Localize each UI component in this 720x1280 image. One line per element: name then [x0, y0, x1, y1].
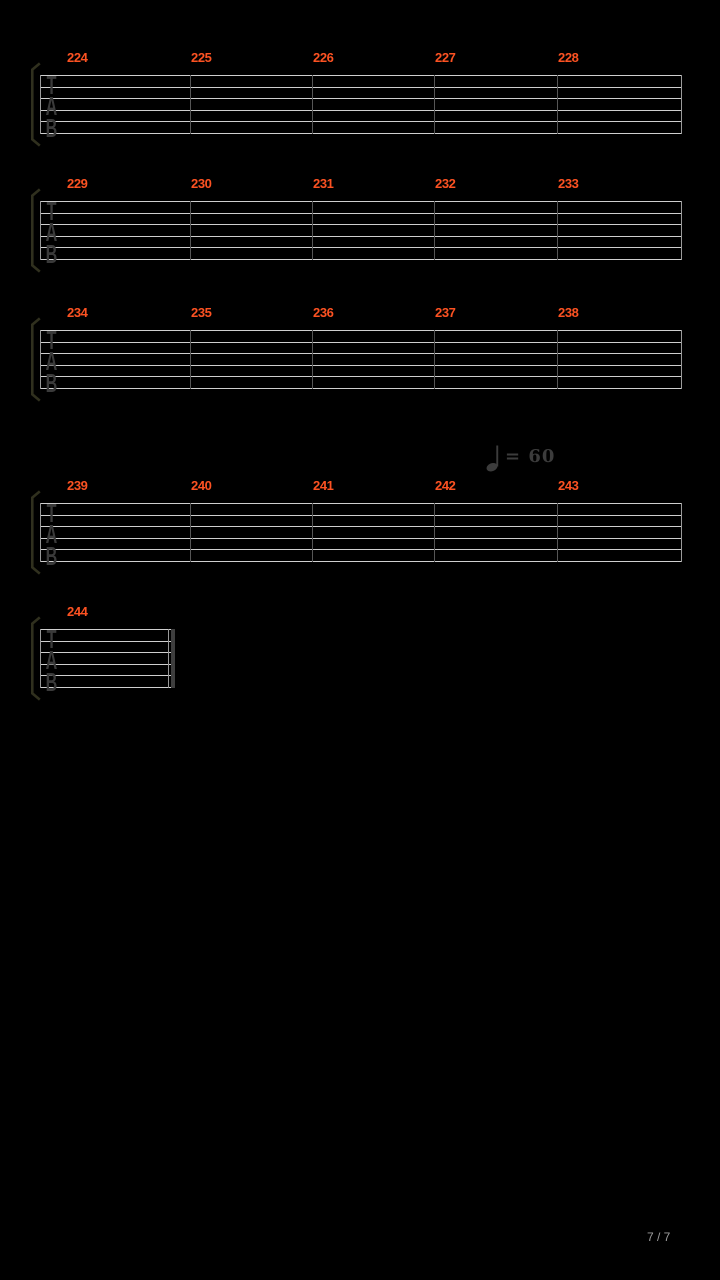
clef-letter: B	[45, 112, 58, 143]
measure-244[interactable]	[40, 606, 168, 688]
measure-number: 241	[313, 478, 334, 493]
measure-number: 239	[67, 478, 88, 493]
clef-letter: A	[45, 346, 58, 377]
measure-238[interactable]	[557, 307, 681, 389]
clef-letter: T	[46, 624, 57, 654]
measure-228[interactable]	[557, 52, 681, 134]
measure-241[interactable]	[312, 480, 434, 562]
tempo-marking	[486, 444, 555, 472]
tab-system	[0, 43, 720, 161]
barline	[681, 503, 682, 562]
tempo-value: = 60	[505, 446, 556, 467]
measure-235[interactable]	[190, 307, 312, 389]
measure-number: 224	[67, 50, 88, 65]
tab-system	[0, 597, 720, 715]
measure-number: 232	[435, 176, 456, 191]
tab-system	[0, 471, 720, 589]
measure-240[interactable]	[190, 480, 312, 562]
measure-number: 235	[191, 305, 212, 320]
final-barline	[171, 629, 176, 688]
measure-239[interactable]	[40, 480, 190, 562]
clef-letter: T	[46, 196, 57, 226]
clef-letter: A	[45, 217, 58, 248]
clef-letter: T	[46, 325, 57, 355]
measure-number: 226	[313, 50, 334, 65]
measure-237[interactable]	[434, 307, 557, 389]
measure-number: 228	[558, 50, 579, 65]
measure-number: 230	[191, 176, 212, 191]
measure-number: 227	[435, 50, 456, 65]
measure-243[interactable]	[557, 480, 681, 562]
clef-letter: T	[46, 70, 57, 100]
measure-number: 225	[191, 50, 212, 65]
clef-letter: A	[45, 645, 58, 676]
measure-231[interactable]	[312, 178, 434, 260]
measure-229[interactable]	[40, 178, 190, 260]
clef-letter: A	[45, 519, 58, 550]
measure-225[interactable]	[190, 52, 312, 134]
clef-letter: T	[46, 498, 57, 528]
measure-number: 240	[191, 478, 212, 493]
measure-236[interactable]	[312, 307, 434, 389]
measure-number: 236	[313, 305, 334, 320]
measure-242[interactable]	[434, 480, 557, 562]
measure-227[interactable]	[434, 52, 557, 134]
measure-number: 238	[558, 305, 579, 320]
barline	[681, 201, 682, 260]
clef-letter: A	[45, 91, 58, 122]
measure-number: 237	[435, 305, 456, 320]
barline	[681, 330, 682, 389]
measure-number: 244	[67, 604, 88, 619]
measure-number: 229	[67, 176, 88, 191]
measure-232[interactable]	[434, 178, 557, 260]
measure-230[interactable]	[190, 178, 312, 260]
quarter-note-icon	[486, 444, 500, 472]
barline	[168, 629, 169, 688]
barline	[681, 75, 682, 134]
measure-number: 231	[313, 176, 334, 191]
measure-224[interactable]	[40, 52, 190, 134]
measure-234[interactable]	[40, 307, 190, 389]
measure-number: 243	[558, 478, 579, 493]
measure-226[interactable]	[312, 52, 434, 134]
page-indicator: 7 / 7	[647, 1230, 671, 1244]
measure-number: 233	[558, 176, 579, 191]
clef-letter: B	[45, 367, 58, 398]
clef-letter: B	[45, 540, 58, 571]
measure-233[interactable]	[557, 178, 681, 260]
measure-number: 242	[435, 478, 456, 493]
clef-letter: B	[45, 666, 58, 697]
measure-number: 234	[67, 305, 88, 320]
tab-system	[0, 298, 720, 416]
tab-system	[0, 169, 720, 287]
clef-letter: B	[45, 238, 58, 269]
